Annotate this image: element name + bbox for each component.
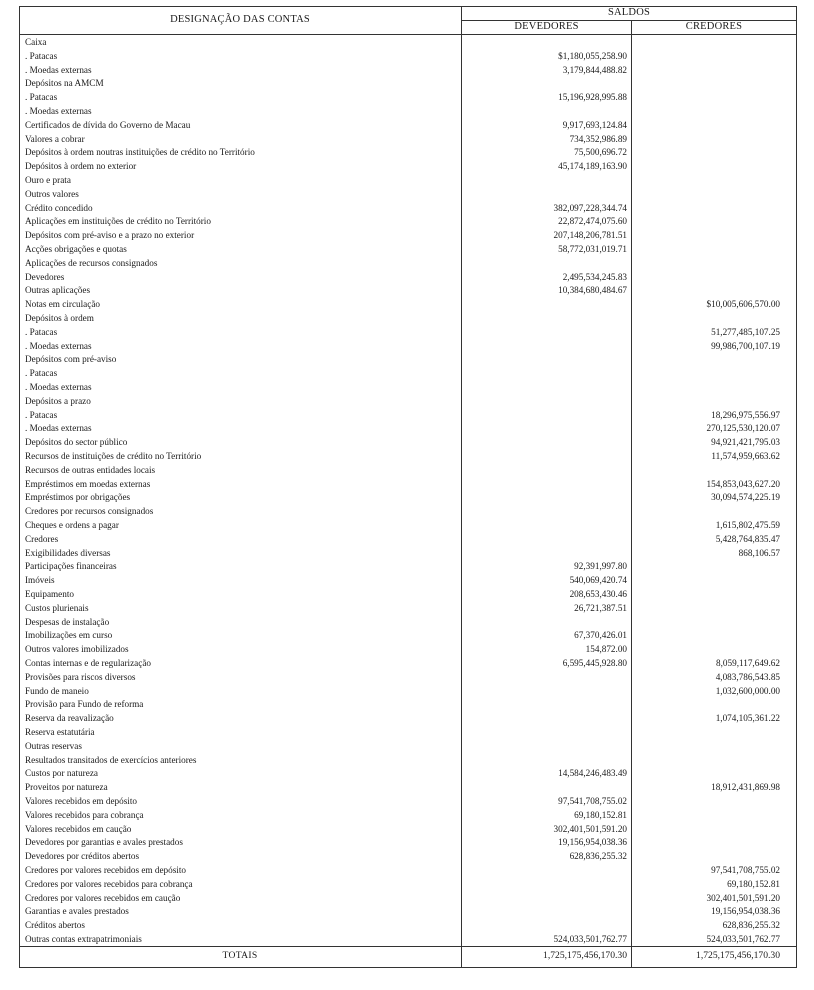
account-name: Depósitos a prazo xyxy=(25,395,91,406)
account-name: Resultados transitados de exercícios anteriores xyxy=(25,754,197,765)
table-row xyxy=(19,823,797,837)
table-row xyxy=(19,685,797,699)
designation-header: DESIGNAÇÃO DAS CONTAS xyxy=(170,14,310,25)
account-name: Devedores por garantias e avales prestados xyxy=(25,837,183,848)
table-row xyxy=(19,519,797,533)
credit-value: 1,074,105,361.22 xyxy=(715,713,780,724)
debit-value: 67,370,426.01 xyxy=(574,630,627,641)
table-row xyxy=(19,795,797,809)
credit-value: 94,921,421,795.03 xyxy=(711,437,780,448)
credores-header: CREDORES xyxy=(685,21,743,32)
account-name: Reserva da reavalização xyxy=(25,713,114,724)
table-row xyxy=(19,767,797,781)
credit-value: 18,296,975,556.97 xyxy=(711,409,780,420)
credit-value: 154,853,043,627.20 xyxy=(706,478,780,489)
debit-value: $1,180,055,258.90 xyxy=(558,50,627,61)
account-name: Fundo de maneio xyxy=(25,685,89,696)
table-row xyxy=(19,450,797,464)
totals-label: TOTAIS xyxy=(222,950,258,961)
table-row xyxy=(19,395,797,409)
table-row xyxy=(19,850,797,864)
debit-value: 15,196,928,995.88 xyxy=(558,92,627,103)
table-row xyxy=(19,781,797,795)
credit-value: 5,428,764,835.47 xyxy=(715,533,780,544)
table-row xyxy=(19,671,797,685)
debit-value: 154,872.00 xyxy=(585,644,627,655)
table-row xyxy=(19,560,797,574)
account-name: . Patacas xyxy=(25,409,58,420)
debit-value: 22,872,474,075.60 xyxy=(558,216,627,227)
credit-value: 8,059,117,649.62 xyxy=(716,658,780,668)
account-name: . Patacas xyxy=(25,326,58,337)
account-name: Contas internas e de regularização xyxy=(25,658,152,668)
table-row xyxy=(19,574,797,588)
account-name: Depósitos do sector público xyxy=(25,437,128,448)
table-row xyxy=(19,243,797,257)
account-name: Credores por recursos consignados xyxy=(25,506,154,517)
credit-value: 99,986,700,107.19 xyxy=(711,340,780,351)
debit-value: 58,772,031,019.71 xyxy=(558,244,627,254)
debit-value: 207,148,206,781.51 xyxy=(553,230,627,241)
table-row xyxy=(19,229,797,243)
account-name: Valores recebidos em depósito xyxy=(25,796,138,806)
account-name: Aplicações de recursos consignados xyxy=(25,257,158,268)
table-row xyxy=(19,588,797,602)
header-rule-bottom xyxy=(19,34,796,35)
account-name: . Patacas xyxy=(25,92,58,103)
debit-value: 3,179,844,488.82 xyxy=(562,64,627,75)
account-name: Ouro e prata xyxy=(25,175,71,185)
table-row xyxy=(19,257,797,271)
table-row xyxy=(19,298,797,312)
credit-value: $10,005,606,570.00 xyxy=(706,299,780,310)
account-name: Devedores xyxy=(25,271,65,282)
credit-value: 628,836,255.32 xyxy=(722,920,780,931)
table-row xyxy=(19,478,797,492)
table-row xyxy=(19,340,797,354)
table-row xyxy=(19,312,797,326)
debit-value: 734,352,986.89 xyxy=(569,133,627,144)
table-row xyxy=(19,933,797,947)
credit-value: 30,094,574,225.19 xyxy=(711,492,780,503)
account-name: Depósitos à ordem no exterior xyxy=(25,161,137,172)
account-name: Equipamento xyxy=(25,589,74,599)
credit-value: 270,125,530,120.07 xyxy=(706,423,780,434)
debit-value: 19,156,954,038.36 xyxy=(558,837,627,848)
credit-value: 19,156,954,038.36 xyxy=(711,906,780,917)
account-name: . Moedas externas xyxy=(25,340,92,351)
table-row xyxy=(19,533,797,547)
account-name: Outras reservas xyxy=(25,740,82,751)
table-row xyxy=(19,409,797,423)
account-name: Exigibilidades diversas xyxy=(25,547,111,558)
table-row xyxy=(19,105,797,119)
table-row xyxy=(19,616,797,630)
account-name: Valores recebidos para cobrança xyxy=(25,809,144,820)
account-name: Cheques e ordens a pagar xyxy=(25,520,119,530)
table-row xyxy=(19,188,797,202)
account-name: Reserva estatutária xyxy=(25,727,95,737)
debit-value: 2,495,534,245.83 xyxy=(562,271,627,282)
account-name: Notas em circulação xyxy=(25,299,100,310)
table-row xyxy=(19,64,797,78)
debit-value: 10,384,680,484.67 xyxy=(558,285,627,296)
debit-value: 14,584,246,483.49 xyxy=(558,768,627,779)
table-row xyxy=(19,146,797,160)
account-name: Credores por valores recebidos para cobrança xyxy=(25,878,193,889)
account-name: Devedores por créditos abertos xyxy=(25,851,140,862)
account-name: Imobilizações em curso xyxy=(25,630,113,641)
totals-row xyxy=(19,946,797,966)
table-row xyxy=(19,836,797,850)
account-name: Provisão para Fundo de reforma xyxy=(25,699,144,710)
debit-value: 75,500,696.72 xyxy=(574,147,627,158)
table-row xyxy=(19,602,797,616)
table-row xyxy=(19,629,797,643)
account-name: Caixa xyxy=(25,37,47,47)
table-row xyxy=(19,174,797,188)
debit-value: 6,595,445,928.80 xyxy=(562,658,627,668)
totals-debit: 1,725,175,456,170.30 xyxy=(543,950,627,961)
table-row xyxy=(19,547,797,561)
account-name: Recursos de instituições de crédito no Território xyxy=(25,451,202,461)
account-name: Certificados de dívida do Governo de Macau xyxy=(25,119,191,130)
account-name: Depósitos com pré-aviso e a prazo no exterior xyxy=(25,230,195,241)
table-row xyxy=(19,878,797,892)
debit-value: 524,033,501,762.77 xyxy=(553,934,627,944)
credit-value: 302,401,501,591.20 xyxy=(706,892,780,903)
credit-value: 69,180,152.81 xyxy=(727,878,780,889)
account-name: Garantias e avales prestados xyxy=(25,906,129,917)
credit-value: 1,615,802,475.59 xyxy=(715,520,780,530)
account-name: Valores a cobrar xyxy=(25,133,85,144)
table-row xyxy=(19,160,797,174)
table-row xyxy=(19,505,797,519)
table-row xyxy=(19,809,797,823)
account-name: . Moedas externas xyxy=(25,106,92,116)
account-name: Créditos abertos xyxy=(25,920,85,931)
table-row xyxy=(19,919,797,933)
credit-value: 51,277,485,107.25 xyxy=(711,326,780,337)
account-name: . Patacas xyxy=(25,368,58,379)
account-name: Recursos de outras entidades locais xyxy=(25,464,156,475)
table-row xyxy=(19,740,797,754)
table-row xyxy=(19,50,797,64)
table-row xyxy=(19,36,797,50)
account-name: Outras aplicações xyxy=(25,285,91,296)
debit-value: 45,174,189,163.90 xyxy=(558,161,627,172)
table-row xyxy=(19,326,797,340)
account-name: Depósitos à ordem noutras instituições de crédito no Território xyxy=(25,147,255,158)
table-row xyxy=(19,892,797,906)
account-name: . Moedas externas xyxy=(25,64,92,75)
credit-value: 18,912,431,869.98 xyxy=(711,782,780,793)
account-name: Imóveis xyxy=(25,575,55,586)
table-row xyxy=(19,271,797,285)
devedores-header: DEVEDORES xyxy=(514,21,579,32)
account-name: Participações financeiras xyxy=(25,561,117,572)
table-row xyxy=(19,91,797,105)
table-row xyxy=(19,905,797,919)
table-row xyxy=(19,284,797,298)
balance-sheet-table xyxy=(19,6,797,968)
table-row xyxy=(19,202,797,216)
table-row xyxy=(19,436,797,450)
account-name: Credores xyxy=(25,533,59,544)
table-row xyxy=(19,726,797,740)
table-row xyxy=(19,754,797,768)
account-name: Valores recebidos em caução xyxy=(25,823,132,834)
debit-value: 92,391,997.80 xyxy=(574,561,627,572)
table-row xyxy=(19,119,797,133)
table-row xyxy=(19,381,797,395)
account-name: Custos por natureza xyxy=(25,768,98,779)
table-row xyxy=(19,657,797,671)
account-name: Outras contas extrapatrimoniais xyxy=(25,934,142,944)
table-row xyxy=(19,491,797,505)
account-name: Credores por valores recebidos em caução xyxy=(25,892,181,903)
debit-value: 382,097,228,344.74 xyxy=(553,202,627,213)
table-row xyxy=(19,643,797,657)
account-name: . Patacas xyxy=(25,50,58,61)
credit-value: 524,033,501,762.77 xyxy=(706,934,780,944)
account-name: Despesas de instalação xyxy=(25,616,110,627)
table-row xyxy=(19,464,797,478)
credit-value: 11,574,959,663.62 xyxy=(711,451,780,461)
table-row xyxy=(19,698,797,712)
account-name: Depósitos com pré-aviso xyxy=(25,354,117,365)
table-row xyxy=(19,133,797,147)
debit-value: 26,721,387.51 xyxy=(574,602,627,613)
account-name: Empréstimos em moedas externas xyxy=(25,478,151,489)
account-name: Aplicações em instituições de crédito no Território xyxy=(25,216,211,227)
debit-value: 208,653,430.46 xyxy=(569,589,627,599)
table-row xyxy=(19,422,797,436)
table-row xyxy=(19,712,797,726)
credit-value: 1,032,600,000.00 xyxy=(715,685,780,696)
debit-value: 540,069,420.74 xyxy=(569,575,627,586)
account-name: Outros valores xyxy=(25,188,79,199)
table-row xyxy=(19,77,797,91)
credit-value: 4,083,786,543.85 xyxy=(715,671,780,682)
account-name: Proveitos por natureza xyxy=(25,782,108,793)
totals-credit: 1,725,175,456,170.30 xyxy=(696,950,780,961)
account-name: Outros valores imobilizados xyxy=(25,644,129,655)
table-row xyxy=(19,367,797,381)
account-name: Credores por valores recebidos em depósito xyxy=(25,865,186,875)
account-name: . Moedas externas xyxy=(25,423,92,434)
credit-value: 97,541,708,755.02 xyxy=(711,865,780,875)
account-name: Depósitos na AMCM xyxy=(25,78,104,89)
account-name: . Moedas externas xyxy=(25,382,92,392)
account-name: Depósitos à ordem xyxy=(25,313,94,323)
account-name: Acções obrigações e quotas xyxy=(25,244,127,254)
table-row xyxy=(19,864,797,878)
account-name: Custos plurienais xyxy=(25,602,89,613)
debit-value: 628,836,255.32 xyxy=(569,851,627,862)
debit-value: 302,401,501,591.20 xyxy=(553,823,627,834)
account-name: Empréstimos por obrigações xyxy=(25,492,131,503)
account-name: Crédito concedido xyxy=(25,202,93,213)
saldos-header: SALDOS xyxy=(607,7,651,18)
table-row xyxy=(19,353,797,367)
credit-value: 868,106.57 xyxy=(738,547,780,558)
debit-value: 9,917,693,124.84 xyxy=(562,119,627,130)
debit-value: 97,541,708,755.02 xyxy=(558,796,627,806)
table-row xyxy=(19,215,797,229)
account-name: Provisões para riscos diversos xyxy=(25,671,136,682)
debit-value: 69,180,152.81 xyxy=(574,809,627,820)
